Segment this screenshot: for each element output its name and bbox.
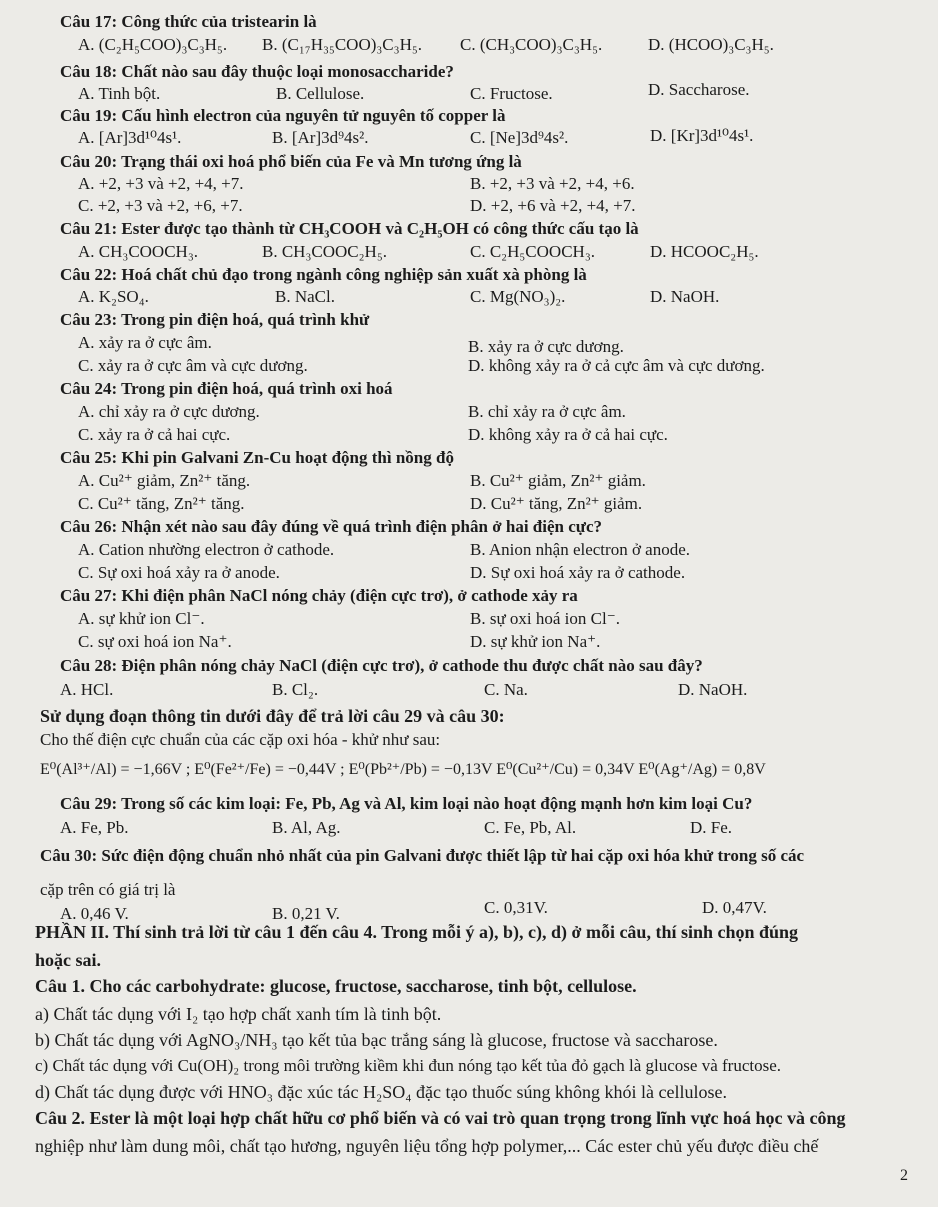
question-21-option-b: B. CH₃COOC₂H₅. bbox=[262, 242, 387, 261]
question-28-option-c: C. Na. bbox=[484, 680, 528, 699]
question-30-option-d: D. 0,47V. bbox=[702, 898, 767, 917]
question-23-option-d: D. không xảy ra ở cả cực âm và cực dương. bbox=[468, 356, 765, 375]
question-25-option-a: A. Cu²⁺ giảm, Zn²⁺ tăng. bbox=[78, 471, 251, 490]
question-23-option-a: A. xảy ra ở cực âm. bbox=[78, 333, 212, 352]
question-26-option-c: C. Sự oxi hoá xảy ra ở anode. bbox=[78, 563, 280, 582]
question-17-option-d: D. (HCOO)₃C₃H₅. bbox=[648, 35, 774, 54]
question-19-stem: Câu 19: Cấu hình electron của nguyên tử nguyên tố copper là bbox=[60, 106, 506, 125]
page-number: 2 bbox=[900, 1167, 908, 1184]
question-20-stem: Câu 20: Trạng thái oxi hoá phổ biến của Fe và Mn tương ứng là bbox=[60, 152, 522, 171]
question-23-stem: Câu 23: Trong pin điện hoá, quá trình khử bbox=[60, 310, 370, 329]
part2-question-2-line-1 bbox=[35, 1108, 845, 1128]
question-21-option-d: D. HCOOC₂H₅. bbox=[650, 242, 759, 261]
question-29-option-a: A. Fe, Pb. bbox=[60, 818, 129, 837]
question-27-option-b: B. sự oxi hoá ion Cl⁻. bbox=[470, 609, 620, 628]
question-19-option-c: C. [Ne]3d⁹4s². bbox=[470, 128, 569, 147]
question-23-option-c: C. xảy ra ở cực âm và cực dương. bbox=[78, 356, 308, 375]
shared-info-intro: Cho thế điện cực chuẩn của các cặp oxi hóa - khử như sau: bbox=[40, 730, 441, 749]
question-25-option-c: C. Cu²⁺ tăng, Zn²⁺ tăng. bbox=[78, 494, 245, 513]
question-19-option-d: D. [Kr]3d¹⁰4s¹. bbox=[650, 126, 754, 145]
question-24-option-a: A. chỉ xảy ra ở cực dương. bbox=[78, 402, 260, 421]
question-28-stem: Câu 28: Điện phân nóng chảy NaCl (điện cực trơ), ở cathode thu được chất nào sau đây? bbox=[60, 656, 703, 675]
question-24-option-b: B. chỉ xảy ra ở cực âm. bbox=[468, 402, 626, 421]
question-24-option-d: D. không xảy ra ở cả hai cực. bbox=[468, 425, 668, 444]
question-28-option-d: D. NaOH. bbox=[678, 680, 748, 699]
part-2-heading-cont: hoặc sai. bbox=[35, 950, 102, 970]
question-29-option-b: B. Al, Ag. bbox=[272, 818, 341, 837]
question-17-option-c: C. (CH₃COO)₃C₃H₅. bbox=[460, 35, 603, 54]
question-22-stem: Câu 22: Hoá chất chủ đạo trong ngành công nghiệp sản xuất xà phòng là bbox=[60, 265, 587, 284]
question-29-option-c: C. Fe, Pb, Al. bbox=[484, 818, 577, 837]
question-17-option-b: B. (C₁₇H₃₅COO)₃C₃H₅. bbox=[262, 35, 423, 54]
question-30-option-b: B. 0,21 V. bbox=[272, 904, 340, 923]
question-22-option-a: A. K₂SO₄. bbox=[78, 287, 149, 306]
question-21-option-c: C. C₂H₅COOCH₃. bbox=[470, 242, 595, 261]
question-23-option-b: B. xảy ra ở cực dương. bbox=[468, 337, 624, 356]
part2-question-2-line-2: nghiệp như làm dung môi, chất tạo hương, nguyên liệu tổng hợp polymer,... Các ester chủ yếu được điều chế bbox=[35, 1136, 819, 1156]
question-21-option-a: A. CH₃COOCH₃. bbox=[78, 242, 199, 261]
part2-question-1-item-d: d) Chất tác dụng được với HNO₃ đặc xúc tác H₂SO₄ đặc tạo thuốc súng không khói là cellulose. bbox=[35, 1082, 727, 1102]
question-18-option-c: C. Fructose. bbox=[470, 84, 553, 103]
question-19-option-b: B. [Ar]3d⁹4s². bbox=[272, 128, 369, 147]
question-22-option-b: B. NaCl. bbox=[275, 287, 335, 306]
question-18-option-d: D. Saccharose. bbox=[648, 80, 750, 99]
question-27-stem: Câu 27: Khi điện phân NaCl nóng chảy (điện cực trơ), ở cathode xảy ra bbox=[60, 586, 578, 605]
part-2-heading: PHẦN II. Thí sinh trả lời từ câu 1 đến câu 4. Trong mỗi ý a), b), c), d) ở mỗi câu, thí sinh chọn đúng bbox=[35, 922, 799, 942]
question-28-option-a: A. HCl. bbox=[60, 680, 114, 699]
part2-question-1-item-c: c) Chất tác dụng với Cu(OH)₂ trong môi trường kiềm khi đun nóng tạo kết tủa đỏ gạch là glucose và fructose. bbox=[35, 1056, 782, 1075]
question-28-option-b: B. Cl₂. bbox=[272, 680, 319, 699]
part2-question-1-stem: Câu 1. Cho các carbohydrate: glucose, fructose, saccharose, tinh bột, cellulose. bbox=[35, 976, 637, 996]
question-30-option-c: C. 0,31V. bbox=[484, 898, 548, 917]
question-19-option-a: A. [Ar]3d¹⁰4s¹. bbox=[78, 128, 182, 147]
question-20-option-c: C. +2, +3 và +2, +6, +7. bbox=[78, 196, 243, 215]
shared-info-header: Sử dụng đoạn thông tin dưới đây để trả lời câu 29 và câu 30: bbox=[40, 706, 505, 726]
question-18-option-b: B. Cellulose. bbox=[276, 84, 365, 103]
question-20-option-d: D. +2, +6 và +2, +4, +7. bbox=[470, 196, 636, 215]
question-20-option-b: B. +2, +3 và +2, +4, +6. bbox=[470, 174, 635, 193]
question-22-option-d: D. NaOH. bbox=[650, 287, 720, 306]
question-27-option-d: D. sự khử ion Na⁺. bbox=[470, 632, 601, 651]
question-26-option-b: B. Anion nhận electron ở anode. bbox=[470, 540, 691, 559]
question-17-option-a: A. (C₂H₅COO)₃C₃H₅. bbox=[78, 35, 228, 54]
question-18-option-a: A. Tinh bột. bbox=[78, 84, 161, 103]
question-26-option-d: D. Sự oxi hoá xảy ra ở cathode. bbox=[470, 563, 686, 582]
question-26-option-a: A. Cation nhường electron ở cathode. bbox=[78, 540, 335, 559]
question-22-option-c: C. Mg(NO₃)₂. bbox=[470, 287, 566, 306]
question-25-stem: Câu 25: Khi pin Galvani Zn-Cu hoạt động thì nồng độ bbox=[60, 448, 454, 467]
question-30-option-a: A. 0,46 V. bbox=[60, 904, 129, 923]
question-24-stem: Câu 24: Trong pin điện hoá, quá trình oxi hoá bbox=[60, 379, 393, 398]
question-25-option-b: B. Cu²⁺ giảm, Zn²⁺ giảm. bbox=[470, 471, 646, 490]
question-18-stem: Câu 18: Chất nào sau đây thuộc loại monosaccharide? bbox=[60, 62, 454, 81]
question-20-option-a: A. +2, +3 và +2, +4, +7. bbox=[78, 174, 244, 193]
question-21-stem: Câu 21: Ester được tạo thành từ CH₃COOH và C₂H₅OH có công thức cấu tạo là bbox=[60, 219, 639, 238]
question-30-stem-line-2: cặp trên có giá trị là bbox=[40, 880, 176, 899]
part2-question-1-item-a: a) Chất tác dụng với I₂ tạo hợp chất xanh tím là tinh bột. bbox=[35, 1004, 442, 1024]
question-27-option-c: C. sự oxi hoá ion Na⁺. bbox=[78, 632, 232, 651]
question-17-stem: Câu 17: Công thức của tristearin là bbox=[60, 12, 317, 31]
question-30-stem-line-1: Câu 30: Sức điện động chuẩn nhỏ nhất của pin Galvani được thiết lập từ hai cặp oxi hóa khử trong số các bbox=[40, 846, 805, 865]
question-29-stem: Câu 29: Trong số các kim loại: Fe, Pb, Ag và Al, kim loại nào hoạt động mạnh hơn kim loại Cu? bbox=[60, 794, 753, 813]
question-27-option-a: A. sự khử ion Cl⁻. bbox=[78, 609, 205, 628]
electrode-potentials: E⁰(Al³⁺/Al) = −1,66V ; E⁰(Fe²⁺/Fe) = −0,44V ; E⁰(Pb²⁺/Pb) = −0,13V E⁰(Cu²⁺/Cu) = 0,34V E⁰(Ag⁺/Ag) = 0,8V bbox=[40, 761, 766, 778]
question-29-option-d: D. Fe. bbox=[690, 818, 733, 837]
question-24-option-c: C. xảy ra ở cả hai cực. bbox=[78, 425, 231, 444]
part2-question-2-text: Câu 2. Ester là một loại hợp chất hữu cơ phổ biến và có vai trò quan trọng trong lĩnh vực hoá học và công bbox=[35, 1108, 846, 1128]
part2-question-1-item-b: b) Chất tác dụng với AgNO₃/NH₃ tạo kết tủa bạc trắng sáng là glucose, fructose và saccharose. bbox=[35, 1030, 718, 1050]
question-25-option-d: D. Cu²⁺ tăng, Zn²⁺ giảm. bbox=[470, 494, 643, 513]
question-26-stem: Câu 26: Nhận xét nào sau đây đúng về quá trình điện phân ở hai điện cực? bbox=[60, 517, 603, 536]
